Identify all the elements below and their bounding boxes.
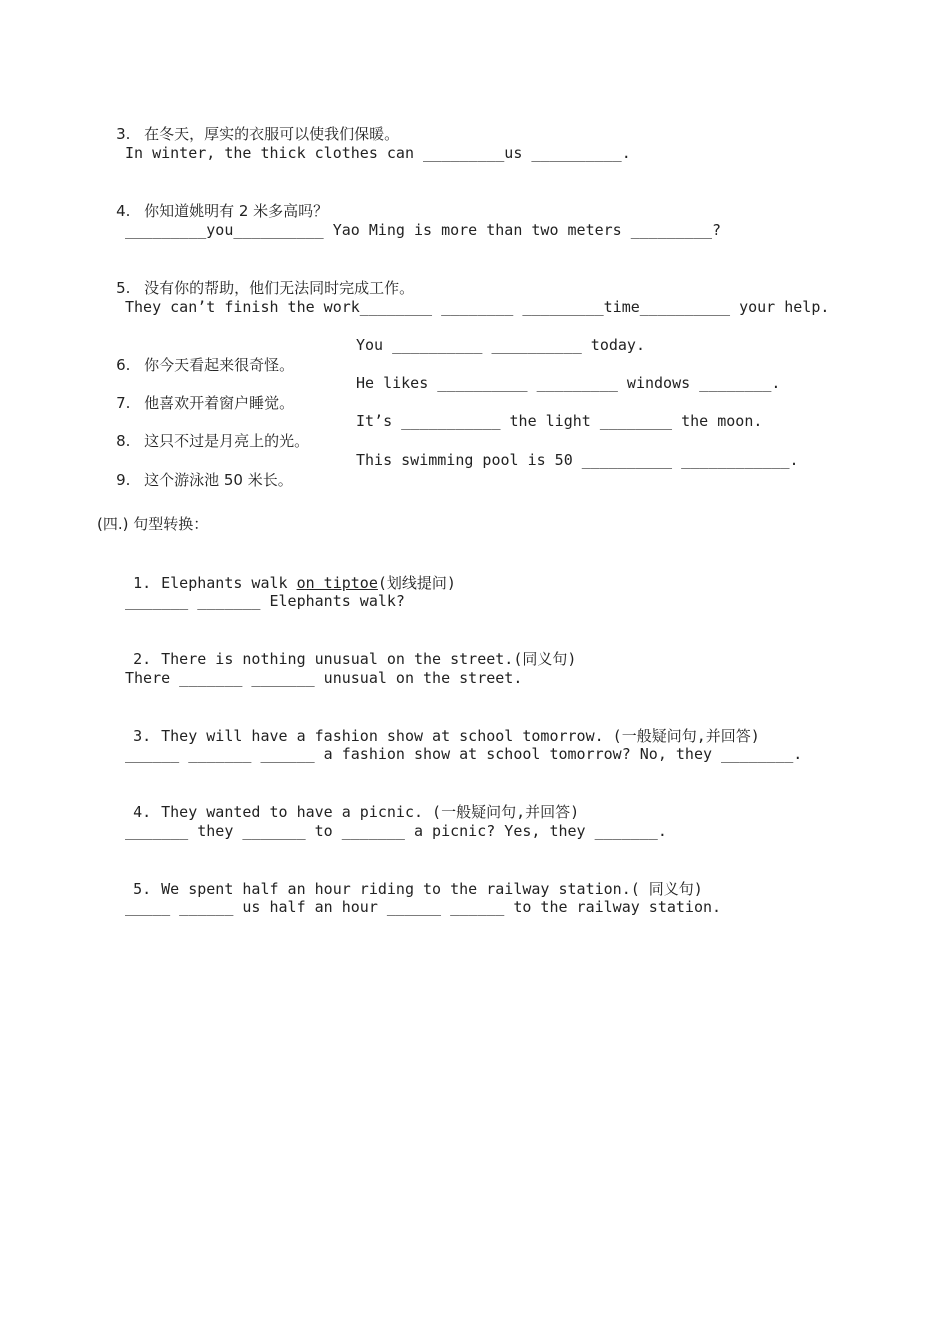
q4-cn-text: 你知道姚明有 2 米多高吗？ <box>144 202 329 220</box>
q6-en: You __________ __________ today. <box>356 336 645 354</box>
t1-q-underlined: on tiptoe <box>296 574 378 592</box>
t3-q-text: They will have a fashion show at school tomorrow. (一般疑问句,并回答) <box>161 727 760 745</box>
t2-answer: There _______ _______ unusual on the street. <box>125 669 523 687</box>
t5-answer: _____ ______ us half an hour ______ ______ to the railway station. <box>125 898 722 916</box>
t1-q-pre: Elephants walk <box>161 574 297 592</box>
t2-q-text: There is nothing unusual on the street.(同义句) <box>161 650 577 668</box>
q3-num: 3. <box>116 125 131 143</box>
q9-cn-text: 这个游泳池 50 米长。 <box>144 471 293 489</box>
q7-cn-text: 他喜欢开着窗户睡觉。 <box>144 394 295 412</box>
q6-num: 6. <box>116 356 131 374</box>
t4-answer: _______ they _______ to _______ a picnic? Yes, they _______. <box>125 822 667 840</box>
t1-q-post: (划线提问) <box>377 574 456 592</box>
q3-en: In winter, the thick clothes can _________us __________. <box>125 144 631 162</box>
q8-en: It’s ___________ the light ________ the moon. <box>356 412 763 430</box>
t4-num: 4. <box>133 803 152 821</box>
q4-num: 4. <box>116 202 131 220</box>
t2-num: 2. <box>133 650 152 668</box>
t5-q-text: We spent half an hour riding to the railway station.( 同义句) <box>161 880 703 898</box>
q8-num: 8. <box>116 432 131 450</box>
t4-q-text: They wanted to have a picnic. (一般疑问句,并回答) <box>161 803 580 821</box>
t3-num: 3. <box>133 727 152 745</box>
q5-cn-text: 没有你的帮助，他们无法同时完成工作。 <box>144 279 415 297</box>
q6-cn-text: 你今天看起来很奇怪。 <box>144 356 295 374</box>
q5-num: 5. <box>116 279 131 297</box>
q5-en: They can’t finish the work________ ________ _________time__________ your help. <box>125 298 830 316</box>
t1-num: 1. <box>133 574 152 592</box>
q3-cn-text: 在冬天，厚实的衣服可以使我们保暖。 <box>144 125 400 143</box>
t1-answer: _______ _______ Elephants walk? <box>125 592 405 610</box>
q9-en: This swimming pool is 50 __________ ____________. <box>356 451 799 469</box>
t5-num: 5. <box>133 880 152 898</box>
q7-en: He likes __________ _________ windows ________. <box>356 374 781 392</box>
q9-cn <box>97 450 293 510</box>
q9-num: 9. <box>116 471 131 489</box>
section-heading: (四.) 句型转换： <box>97 515 209 533</box>
t3-answer: ______ _______ ______ a fashion show at school tomorrow? No, they ________. <box>125 745 803 763</box>
q4-en: _________you__________ Yao Ming is more than two meters _________? <box>125 221 722 239</box>
q8-cn-text: 这只不过是月亮上的光。 <box>144 432 310 450</box>
q7-num: 7. <box>116 394 131 412</box>
